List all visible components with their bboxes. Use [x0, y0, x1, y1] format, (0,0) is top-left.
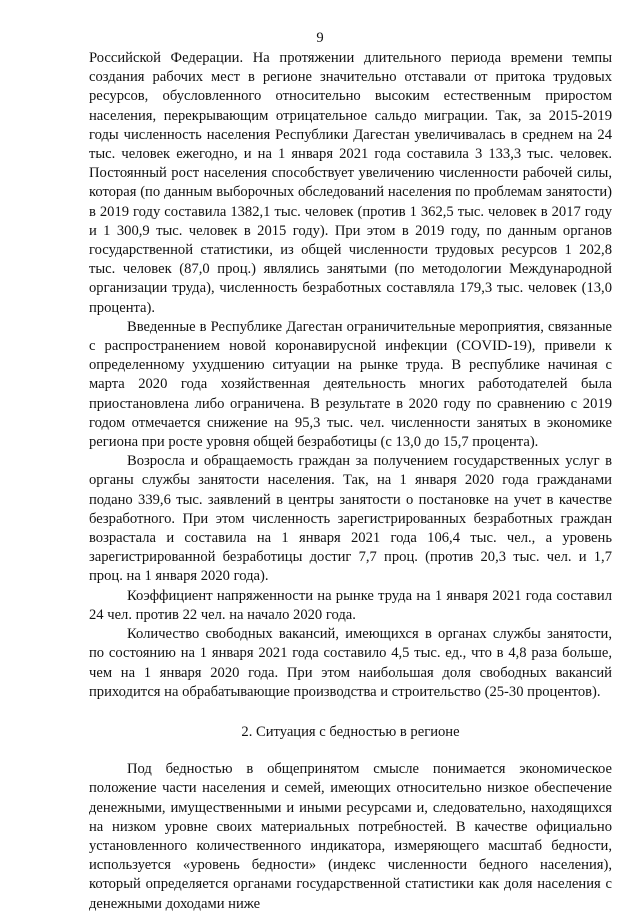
paragraph-poverty-definition: Под бедностью в общепринятом смысле понимается экономическое положение части населения и семей, имеющих относительно низкое обеспечение денежными, имущественными и иными ресурсами и, следовательно, находящихся на низком уровне своих материальных потребностей. В качестве официально установленного количественного индикатора, измеряющего масштаб бедности, используется «уровень бедности» (индекс численности бедного населения), который определяется органами государственной статистики как доля населения с денежными доходами ниже [89, 761, 612, 912]
paragraph-employment-services: Возросла и обращаемость граждан за получением государственных услуг в органы службы занятости населения. Так, на 1 января 2020 года гражданами подано 339,6 тыс. заявлений в центры занятости о постановке на учет в качестве безработного. При этом численность зарегистрированных безработных граждан возрастала и составила на 1 января 2021 года 106,4 тыс. чел., а уровень зарегистрированной безработицы достиг 7,7 проц. (против 20,3 тыс. чел. и 1,7 проц. на 1 января 2020 года). [89, 453, 612, 585]
section-heading: 2. Ситуация с бедностью в регионе [241, 723, 460, 740]
paragraph-tension-coefficient: Коэффициент напряженности на рынке труда на 1 января 2021 года составил 24 чел. против 22 чел. на начало 2020 года. [89, 587, 612, 623]
paragraph-population: Российской Федерации. На протяжении длительного периода времени темпы создания рабочих мест в регионе значительно отставали от притока трудовых ресурсов, обусловленного относительно высоким естественным приростом населения, перекрывающим отрицательное сальдо миграции. Так, за 2015-2019 годы численность населения Республики Дагестан увеличивалась в среднем на 24 тыс. человек ежегодно, и на 1 января 2021 года составила 3 133,3 тыс. человек. Постоянный рост населения способствует увеличению численности рабочей силы, которая (по данным выборочных обследований населения по проблемам занятости) в 2019 году составила 1382,1 тыс. человек (против 1 362,5 тыс. человек в 2017 году и 1 300,9 тыс. человек в 2015 году). При этом в 2019 году, по данным органов государственной статистики, из общей численности трудовых ресурсов 1 202,8 тыс. человек (87,0 проц.) являлись занятыми (по методологии Международной организации труда), численность безработных составляла 179,3 тыс. человек (13,0 процента). [89, 50, 612, 316]
paragraph-covid-restrictions: Введенные в Республике Дагестан ограничительные мероприятия, связанные с распространением новой коронавирусной инфекции (COVID-19), привели к определенному ухудшению ситуации на рынке труда. В республике начиная с марта 2020 года хозяйственная деятельность многих работодателей была приостановлена либо ограничена. В результате в 2020 году по сравнению с 2019 годом отмечается снижение на 95,3 тыс. чел. численности занятых в экономике региона при росте уровня общей безработицы (с 13,0 до 15,7 процента). [89, 318, 612, 451]
page-number: 9 [316, 30, 324, 46]
document-body [89, 49, 612, 914]
paragraph-vacancies: Количество свободных вакансий, имеющихся в органах службы занятости, по состоянию на 1 января 2021 года составило 4,5 тыс. ед., что в 4,8 раза больше, чем на 1 января 2020 года. При этом наибольшая доля свободных вакансий приходится на обрабатывающие производства и строительство (25-30 процентов). [89, 626, 612, 700]
